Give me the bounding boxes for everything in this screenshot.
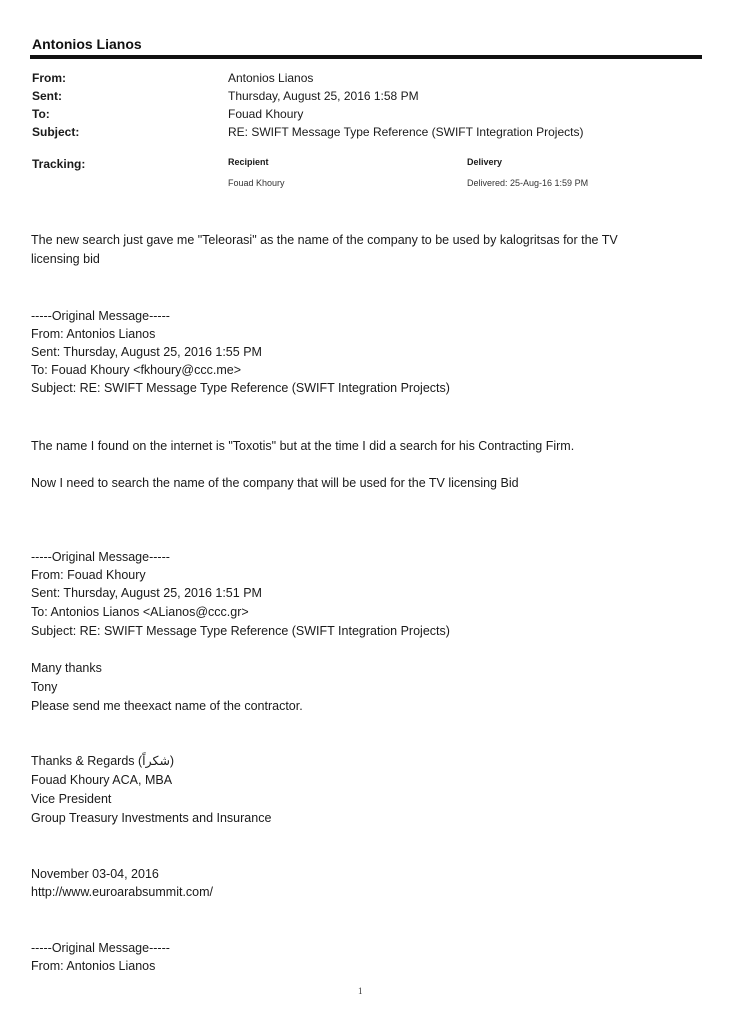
original-2-sent: Sent: Thursday, August 25, 2016 1:51 PM: [31, 586, 262, 600]
original-1-subject: Subject: RE: SWIFT Message Type Reference (SWIFT Integration Projects): [31, 381, 450, 395]
sent-value: Thursday, August 25, 2016 1:58 PM: [228, 89, 419, 103]
mailbox-owner-name: Antonios Lianos: [32, 36, 142, 52]
signature-line: Vice President: [31, 792, 112, 806]
message-line: licensing bid: [31, 252, 100, 266]
from-label: From:: [32, 71, 66, 85]
to-label: To:: [32, 107, 50, 121]
tracking-recipient-value: Fouad Khoury: [228, 178, 285, 188]
original-3-from: From: Antonios Lianos: [31, 959, 156, 973]
original-2-to: To: Antonios Lianos <ALianos@ccc.gr>: [31, 605, 249, 619]
sent-label: Sent:: [32, 89, 62, 103]
original-message-separator: -----Original Message-----: [31, 550, 170, 564]
page-number: 1: [358, 986, 363, 996]
event-date: November 03-04, 2016: [31, 867, 159, 881]
subject-label: Subject:: [32, 125, 80, 139]
original-2-from: From: Fouad Khoury: [31, 568, 146, 582]
original-message-separator: -----Original Message-----: [31, 309, 170, 323]
tracking-delivery-header: Delivery: [467, 157, 503, 167]
signature-line: Fouad Khoury ACA, MBA: [31, 773, 173, 787]
subject-value: RE: SWIFT Message Type Reference (SWIFT Integration Projects): [228, 125, 584, 139]
message-line: The new search just gave me "Teleorasi" as the name of the company to be used by kalogritsas for the TV: [31, 233, 618, 247]
header-divider: [30, 55, 702, 59]
original-2-body-line: Tony: [31, 680, 58, 694]
tracking-delivery-value: Delivered: 25-Aug-16 1:59 PM: [467, 178, 589, 188]
original-1-body-line: The name I found on the internet is "Toxotis" but at the time I did a search for his Contracting Firm.: [31, 439, 575, 453]
signature-line: Thanks & Regards (شكراً): [31, 754, 175, 768]
original-1-sent: Sent: Thursday, August 25, 2016 1:55 PM: [31, 345, 262, 359]
tracking-label: Tracking:: [32, 157, 86, 171]
original-2-body-line: Please send me theexact name of the contractor.: [31, 699, 303, 713]
to-value: Fouad Khoury: [228, 107, 304, 121]
event-link[interactable]: http://www.euroarabsummit.com/: [31, 885, 214, 899]
original-2-subject: Subject: RE: SWIFT Message Type Reference (SWIFT Integration Projects): [31, 624, 450, 638]
original-1-to: To: Fouad Khoury <fkhoury@ccc.me>: [31, 363, 242, 377]
original-message-separator: -----Original Message-----: [31, 941, 170, 955]
tracking-recipient-header: Recipient: [228, 157, 269, 167]
signature-line: Group Treasury Investments and Insurance: [31, 811, 272, 825]
original-1-from: From: Antonios Lianos: [31, 327, 156, 341]
from-value: Antonios Lianos: [228, 71, 314, 85]
original-1-body-line: Now I need to search the name of the company that will be used for the TV licensing Bid: [31, 476, 519, 490]
original-2-body-line: Many thanks: [31, 661, 102, 675]
